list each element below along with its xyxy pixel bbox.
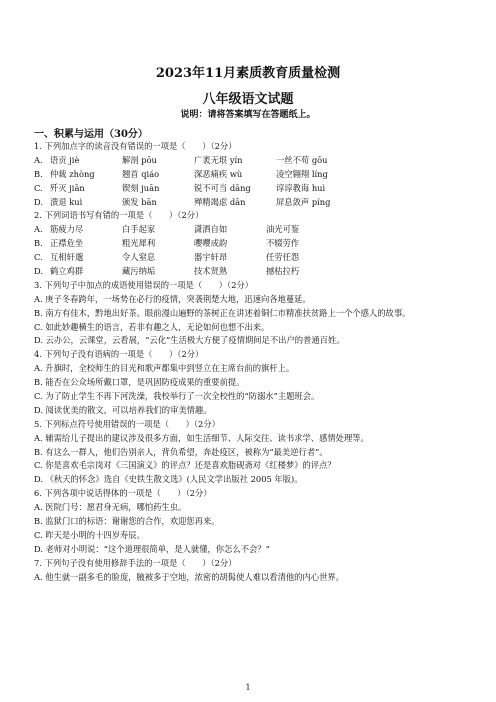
option-item: 深恶痛疾 wù [194, 168, 243, 179]
option-item: 锲刻 juān [122, 182, 160, 193]
exam-subtitle: 八年级语文试题 [202, 92, 294, 107]
option-item: 粗光犀利 [122, 238, 156, 249]
option-line: B. 监狱门口的标语：谢谢您的合作，欢迎您再来。 [34, 516, 220, 527]
option-item: 语贡 jiè [50, 154, 80, 165]
option-item: 解剖 pōu [122, 154, 157, 165]
option-item: 任劳任怨 [266, 252, 300, 263]
option-line: C. 为了防止学生不再下河洗澡，我校举行了一次全校性的“防溺水”主题班会。 [34, 391, 320, 402]
option-label: A. [34, 224, 43, 235]
option-item: 一丝不苟 gōu [276, 154, 328, 165]
option-row [34, 223, 474, 237]
question-stem: 5. 下列标点符号使用错误的一项是（ ）（2分） [34, 418, 220, 429]
option-line: A. 辅需给儿子提出的建议涉及很多方面，如生活细节、人际交往、读书求学、感情处理等。 [34, 432, 369, 443]
exam-title: 2023年11月素质教育质量检测 [155, 66, 341, 81]
option-item: 谆谆教诲 huì [276, 182, 326, 193]
option-row [34, 237, 474, 251]
option-line: B. 南方有佳木，黔地出好茶。眼前漫山遍野的茶树正在讲述着铜仁市精准扶贫路上一个个感人的故事。 [34, 307, 411, 318]
option-item: 锐不可当 dāng [194, 182, 251, 193]
option-item: 不辍劳作 [266, 238, 300, 249]
option-item: 正襟危坐 [50, 238, 84, 249]
option-line: A. 庚子冬春跨年，一场势在必行的疫情，突袭荆楚大地，迅速向各地蔓延。 [34, 293, 311, 304]
option-item: 油光可鉴 [266, 224, 300, 235]
option-item: 撼枯拉朽 [266, 266, 300, 277]
option-item: 凌空翱翔 líng [276, 168, 328, 179]
option-item: 歼灭 jiān [50, 182, 85, 193]
option-item: 藏污纳垢 [122, 266, 156, 277]
option-item: 仲裁 zhòng [50, 168, 95, 179]
option-line: D. 老师对小明说：“这个道理很简单，是人就懂，你怎么不会？” [34, 543, 270, 554]
page-number: 1 [245, 683, 251, 692]
question-stem: 6. 下列各项中说话得体的一项是（ ）（2分） [34, 488, 212, 499]
option-item: 鹤立鸡群 [50, 266, 84, 277]
option-item: 令人窒息 [122, 252, 156, 263]
option-label: A. [34, 154, 43, 165]
option-item: 互相轩邈 [50, 252, 84, 263]
option-label: B. [34, 238, 43, 249]
question-stem: 7. 下列句子没有使用修辞手法的一项是（ ）（2分） [34, 557, 237, 568]
option-row [34, 196, 474, 210]
option-item: 殚精竭虑 dān [194, 196, 246, 207]
option-item: 溃退 kuì [50, 196, 83, 207]
option-line: D. 阅读优美的散文，可以培养我们的审美情趣。 [34, 404, 212, 415]
question-stem: 2. 下列词语书写有错的一项是（ ）（2分） [34, 210, 204, 221]
question-stem: 3. 下列句子中加点的成语使用错误的一项是（ ）（2分） [34, 279, 254, 290]
option-line: A. 升旗时，全校师生的目光和歌声都集中到竖立在主席台前的旗杆上。 [34, 363, 295, 374]
question-stem: 1. 下列加点字的读音没有错误的一项是（ ）（2分） [34, 141, 237, 151]
option-row [34, 251, 474, 265]
option-line: B. 有这么一群人，他们告别亲人，背负希望，奔赴疫区，被称为“最美逆行者”。 [34, 446, 328, 457]
option-item: 器宇轩昂 [194, 252, 228, 263]
option-line: D. 《秋天的怀念》选自《史铁生散文选》(人民文学出版社 2005 年版)。 [34, 474, 303, 485]
option-row [34, 154, 474, 168]
option-item: 技术贤熟 [194, 266, 228, 277]
option-row [34, 168, 474, 182]
option-line: C. 昨天是小明的十四岁寿辰。 [34, 529, 145, 540]
option-line: C. 如此妙趣横生的语言，若非有趣之人，无论如何也想不出来。 [34, 321, 270, 332]
option-line: C. 你是喜欢毛宗岗对《三国演义》的评点？还是喜欢脂砚斋对《红楼梦》的评点？ [34, 460, 336, 471]
option-item: 广袤无垠 yín [194, 154, 243, 165]
option-item: 翘首 qiáo [122, 168, 160, 179]
option-item: 颁发 bān [122, 196, 157, 207]
option-item: 潇洒自如 [194, 224, 228, 235]
instructions-note: 说明：请将答案填写在答题纸上。 [180, 110, 316, 120]
option-label: D. [34, 196, 43, 207]
option-line: A. 他生就一副多毛的脸庞，腋被多于空地，浓密的胡髯使人难以看清他的内心世界。 [34, 571, 344, 582]
option-line: A. 医院门号：愿君身无病，哪怕药生虫。 [34, 502, 187, 513]
option-line: D. 云办公，云课堂，云看展，“云化”生活极大方便了疫情期间足不出户的普通百姓。 [34, 335, 345, 346]
option-label: C. [34, 252, 43, 263]
option-row [34, 182, 474, 196]
option-item: 筋疲力尽 [50, 224, 84, 235]
option-item: 屏息敛声 píng [276, 196, 331, 207]
option-item: 白手起家 [122, 224, 156, 235]
option-line: B. 能否在公众场所戴口罩，是巩固防疫成果的重要前提。 [34, 377, 245, 388]
question-list [34, 140, 474, 585]
option-item: 嚶嚶成韵 [194, 238, 228, 249]
option-label: C. [34, 182, 43, 193]
question-stem: 4. 下列句子没有语病的一项是（ ）（2分） [34, 349, 204, 360]
option-label: B. [34, 168, 43, 179]
option-row [34, 265, 474, 279]
section-heading: 一、积累与运用（30分） [34, 129, 148, 140]
option-label: D. [34, 266, 43, 277]
